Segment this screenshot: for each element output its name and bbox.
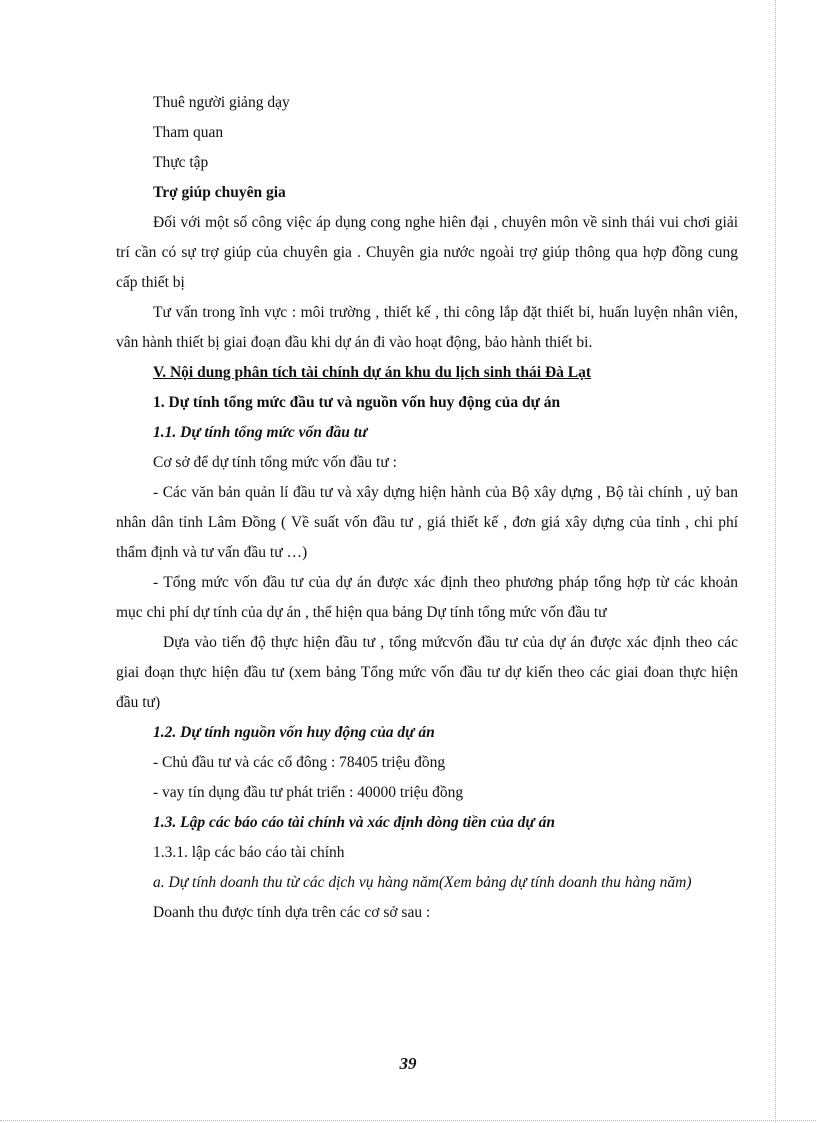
line-sightseeing: Tham quan [153,124,224,141]
heading-1-3: 1.3. Lập các báo cáo tài chính và xác định dòng tiền của dự án [153,814,555,831]
page-frame-bottom [0,1120,816,1121]
page-number: 39 [399,1054,417,1073]
paragraph-total-capital: - Tổng mức vốn đầu tư của dự án được xác định theo phương pháp tổng hợp từ các khoản mục chi phí dự tính của dự án , thể hiện qua bảng Dự tính tổng mức vốn đầu tư [116,574,738,621]
line-hire-lecturers: Thuê người giảng dạy [153,94,290,111]
paragraph-basis: Cơ sở để dự tính tổng mức vốn đầu tư : [153,454,397,471]
paragraph-schedule: Dựa vào tiến độ thực hiện đầu tư , tổng mứcvốn đầu tư của dự án được xác định theo các giai đoạn thực hiện đầu tư (xem bảng Tổng mức vốn đầu tư dự kiến theo các giai đoan thực hiện đầu tư) [116,634,738,711]
line-internship: Thực tập [153,154,209,171]
heading-1: 1. Dự tính tổng mức đầu tư và nguồn vốn huy động của dự án [153,394,561,411]
document-body [116,88,738,928]
line-shareholders: - Chủ đầu tư và các cổ đông : 78405 triệu đồng [153,754,446,771]
paragraph-revenue-estimate: a. Dự tính doanh thu từ các dịch vụ hàng năm(Xem bảng dự tính doanh thu hàng năm) [153,874,692,891]
paragraph-consulting: Tư vấn trong ĩnh vực : môi trường , thiết kế , thi công lắp đặt thiết bi, huấn luyện nhân viên, vân hành thiết bị giai đoạn đầu khi dự án đi vào hoạt động, bảo hành thiết bi. [116,304,738,351]
line-1-3-1: 1.3.1. lập các báo cáo tài chính [153,844,345,861]
line-credit: - vay tín dụng đầu tư phát triển : 40000 triệu đồng [153,784,464,801]
heading-1-1: 1.1. Dự tính tổng mức vốn đầu tư [153,424,368,441]
section-heading-v: V. Nội dung phân tích tài chính dự án khu du lịch sinh thái Đà Lạt [153,364,592,381]
line-revenue-basis: Doanh thu được tính dựa trên các cơ sở sau : [153,904,431,921]
paragraph-expert-support: Đối với một số công việc áp dụng cong nghe hiên đại , chuyên môn về sinh thái vui chơi giải trí cần có sự trợ giúp của chuyên gia . Chuyên gia nước ngoài trợ giúp thông qua hợp đồng cung cấp thiết bị [116,214,738,291]
heading-1-2: 1.2. Dự tính nguồn vốn huy động của dự án [153,724,435,741]
page-frame-right [775,0,776,1123]
paragraph-documents: - Các văn bản quản lí đầu tư và xây dựng hiện hành của Bộ xây dựng , Bộ tài chính , uỷ ban nhân dân tỉnh Lâm Đồng ( Về suất vốn đầu tư , giá thiết kế , đơn giá xây dựng của tỉnh , chi phí thẩm định và tư vấn đầu tư …) [116,484,738,561]
heading-expert-support: Trợ giúp chuyên gia [153,184,286,201]
